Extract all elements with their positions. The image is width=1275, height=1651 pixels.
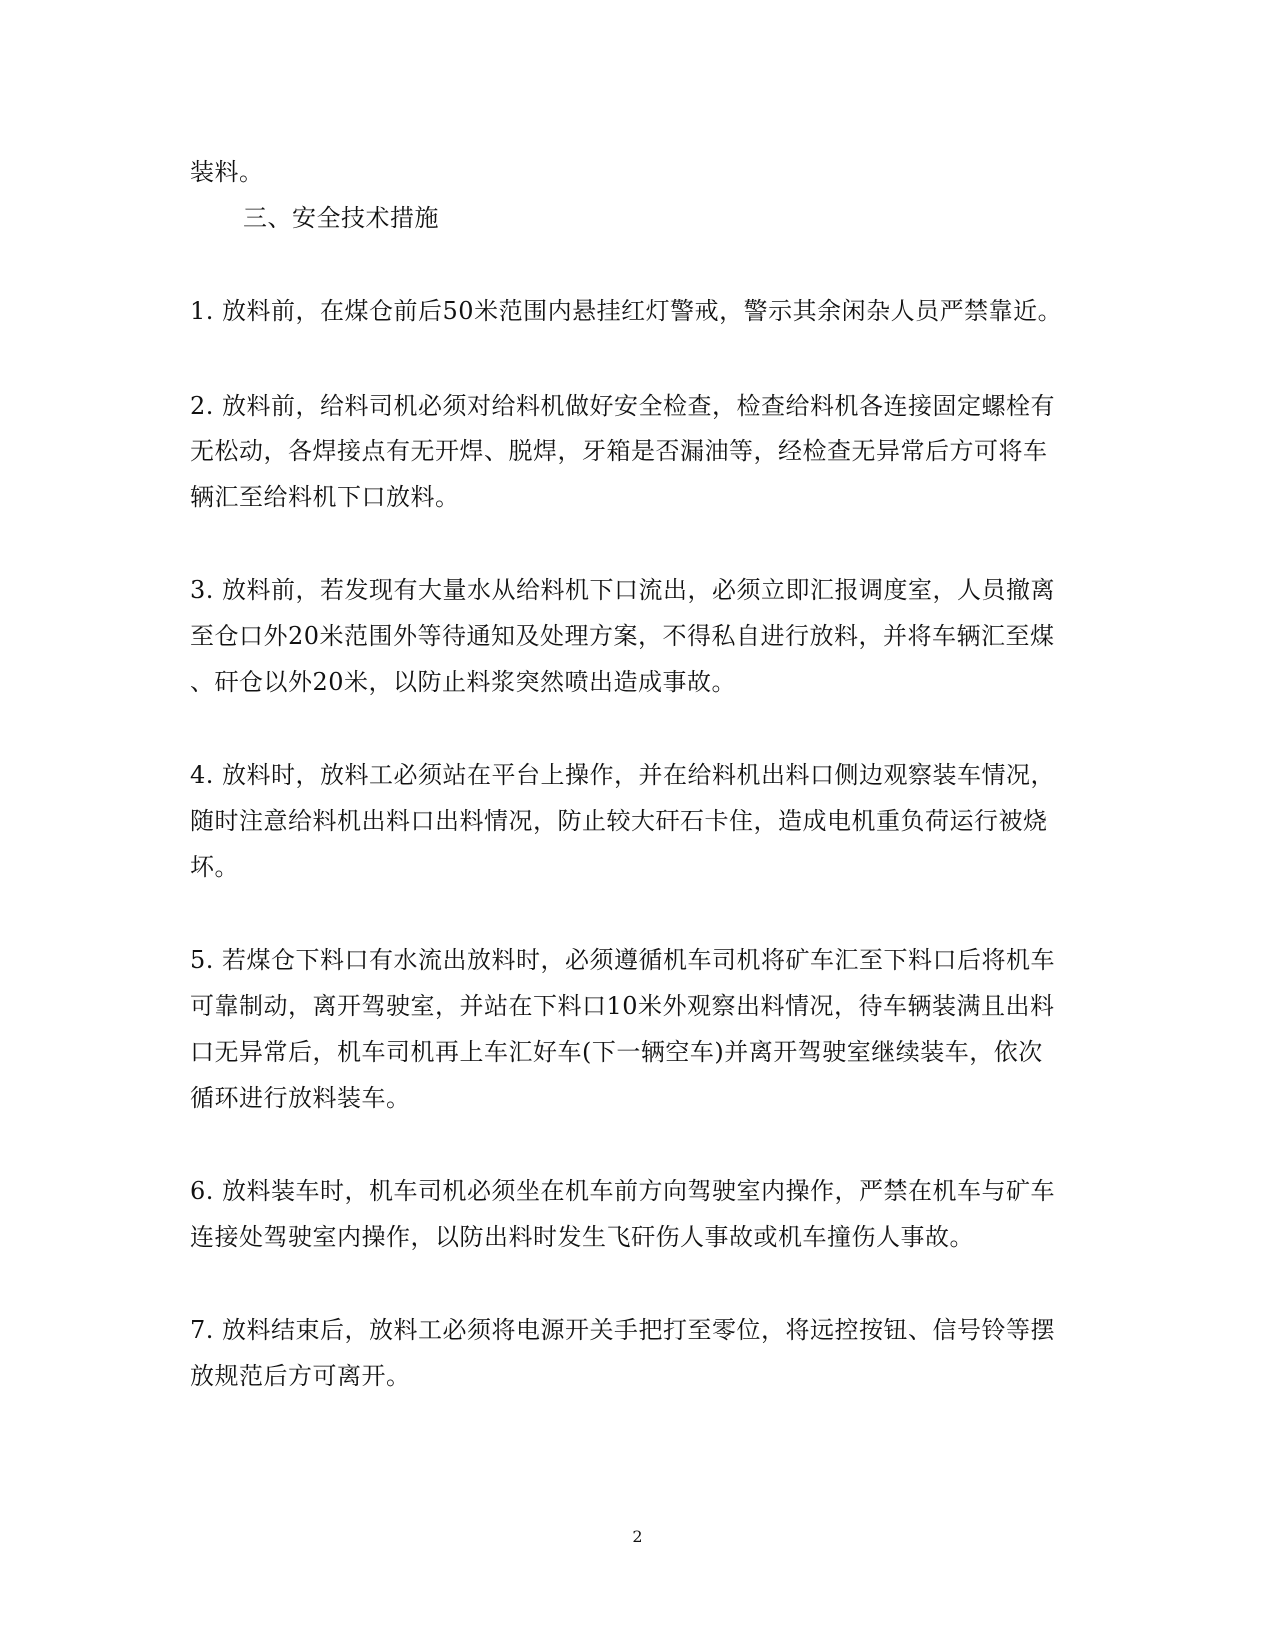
text-line: 、矸仓以外20米，以防止料浆突然喷出造成事故。 bbox=[190, 668, 737, 696]
text-line: 循环进行放料装车。 bbox=[190, 1084, 411, 1112]
text-line: 2. 放料前，给料司机必须对给料机做好安全检查，检查给料机各连接固定螺栓有 bbox=[190, 392, 1056, 420]
text-line: 无松动，各焊接点有无开焊、脱焊，牙箱是否漏油等，经检查无异常后方可将车 bbox=[190, 437, 1048, 465]
text-line: 口无异常后，机车司机再上车汇好车(下一辆空车)并离开驾驶室继续装车，依次 bbox=[190, 1038, 1043, 1066]
text-line: 可靠制动，离开驾驶室，并站在下料口10米外观察出料情况，待车辆装满且出料 bbox=[190, 992, 1055, 1020]
text-line: 连接处驾驶室内操作，以防出料时发生飞矸伤人事故或机车撞伤人事故。 bbox=[190, 1223, 974, 1251]
text-line: 坏。 bbox=[190, 853, 239, 881]
text-line: 辆汇至给料机下口放料。 bbox=[190, 483, 460, 511]
text-line: 放规范后方可离开。 bbox=[190, 1362, 411, 1390]
page-number: 2 bbox=[632, 1527, 643, 1546]
text-line: 随时注意给料机出料口出料情况，防止较大矸石卡住，造成电机重负荷运行被烧 bbox=[190, 807, 1048, 835]
text-line: 4. 放料时，放料工必须站在平台上操作，并在给料机出料口侧边观察装车情况， bbox=[190, 761, 1056, 789]
text-line: 6. 放料装车时，机车司机必须坐在机车前方向驾驶室内操作，严禁在机车与矿车 bbox=[190, 1177, 1056, 1205]
text-line: 5. 若煤仓下料口有水流出放料时，必须遵循机车司机将矿车汇至下料口后将机车 bbox=[190, 946, 1056, 974]
section-heading: 三、安全技术措施 bbox=[243, 204, 439, 232]
text-line: 1. 放料前，在煤仓前后50米范围内悬挂红灯警戒，警示其余闲杂人员严禁靠近。 bbox=[190, 297, 1063, 325]
text-line: 7. 放料结束后，放料工必须将电源开关手把打至零位，将远控按钮、信号铃等摆 bbox=[190, 1316, 1056, 1344]
text-line: 装料。 bbox=[190, 158, 264, 186]
text-line: 3. 放料前，若发现有大量水从给料机下口流出，必须立即汇报调度室，人员撤离 bbox=[190, 576, 1056, 604]
text-line: 至仓口外20米范围外等待通知及处理方案，不得私自进行放料，并将车辆汇至煤 bbox=[190, 622, 1055, 650]
